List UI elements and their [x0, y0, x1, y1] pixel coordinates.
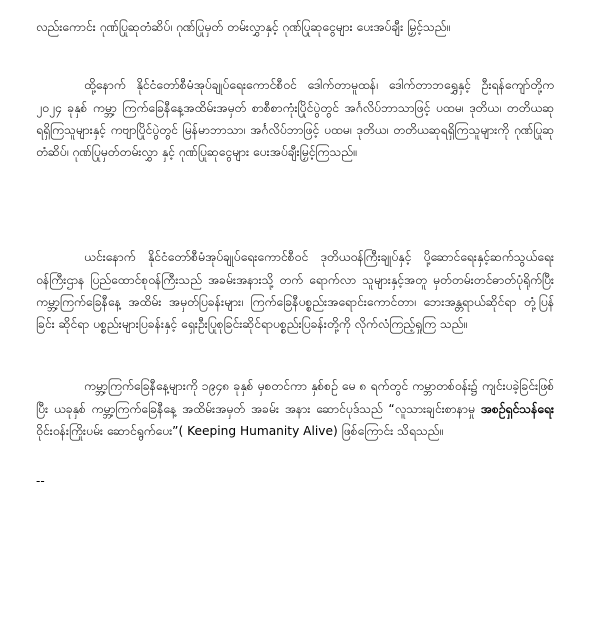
paragraph-award-presentation: လည်းကောင်း ဂုဏ်ပြုဆုတံဆိပ်၊ ဂုဏ်ပြုမှတ် တမ်းလွှာနှင့် ဂုဏ်ပြုဆုငွေများ ပေးအပ်ချီး မြှင့်သည်။	[36, 20, 451, 35]
end-mark: --	[36, 474, 45, 488]
theme-emphasis-text: အစဉ်ရှင်သန်ရေး	[480, 401, 554, 416]
theme-intro-text: ကမ္ဘာ့ကြက်ခြေနီနေ့များကို ၁၉၄၈ ခုနှစ် မှစတင်ကာ နှစ်စဉ် မေ ၈ ရက်တွင် ကမ္ဘာတစ်ဝန်း၌ ကျင်းပခဲ့ခြင်းဖြစ်ပြီး ယခုနှစ် ကမ္ဘာ့ကြက်ခြေနီနေ့ အထိမ်းအမှတ် အခမ်း အနား ဆောင်ပုဒ်သည် “လူသားချင်းစာနာမှု	[36, 379, 554, 416]
paragraph-competition-winners: ထို့နောက် နိုင်ငံတော်စီမံအုပ်ချုပ်ရေးကောင်စီဝင် ဒေါက်တာမူထန်၊ ဒေါက်တာဘရွှေနှင့် ဦးရန်ကျော်တို့က ၂၀၂၄ ခုနှစ် ကမ္ဘာ့ ကြက်ခြေနီနေ့အထိမ်းအမှတ် စာစီစာကုံးပြိုင်ပွဲတွင် အင်္ဂလိပ်ဘာသာဖြင့် ပထမ၊ ဒုတိယ၊ တတိယဆုရရှိကြသူများနှင့် ကဗျာပြိုင်ပွဲတွင် မြန်မာဘာသာ၊ အင်္ဂလိပ်ဘာဖြင့် ပထမ၊ ဒုတိယ၊ တတိယဆုရရှိကြသူများကို ဂုဏ်ပြုဆုတံဆိပ်၊ ဂုဏ်ပြုမှတ်တမ်းလွှာ နှင့် ဂုဏ်ပြုဆုငွေများ ပေးအပ်ချီးမြှင့်ကြသည်။	[36, 78, 554, 160]
paragraph-exhibition-visit: ယင်းနောက် နိုင်ငံတော်စီမံအုပ်ချုပ်ရေးကောင်စီဝင် ဒုတိယဝန်ကြီးချုပ်နှင့် ပို့ဆောင်ရေးနှင့်ဆက်သွယ်ရေးဝန်ကြီးဌာန ပြည်ထောင်စုဝန်ကြီးသည် အခမ်းအနားသို့ တက် ရောက်လာ သူများနှင့်အတူ မှတ်တမ်းတင်ဓာတ်ပုံရိုက်ပြီး ကမ္ဘာ့ကြက်ခြေနီနေ့ အထိမ်း အမှတ်ပြခန်းများ၊ ကြက်ခြေနီပစ္စည်းအရောင်းကောင်တာ၊ ဘေးအန္တရာယ်ဆိုင်ရာ တုံ့ပြန်ခြင်း ဆိုင်ရာ ပစ္စည်းများပြခန်းနှင့် ရှေးဦးပြုစုခြင်းဆိုင်ရာပစ္စည်းပြခန်းတို့ကို လိုက်လံကြည့်ရှုကြ သည်။	[36, 250, 554, 332]
theme-closing-text: ဝိုင်းဝန်းကြိုးပမ်း ဆောင်ရွက်ပေး”( Keeping Humanity Alive) ဖြစ်ကြောင်း သိရသည်။	[36, 424, 444, 438]
paragraph-world-red-cross-day	[36, 375, 554, 442]
